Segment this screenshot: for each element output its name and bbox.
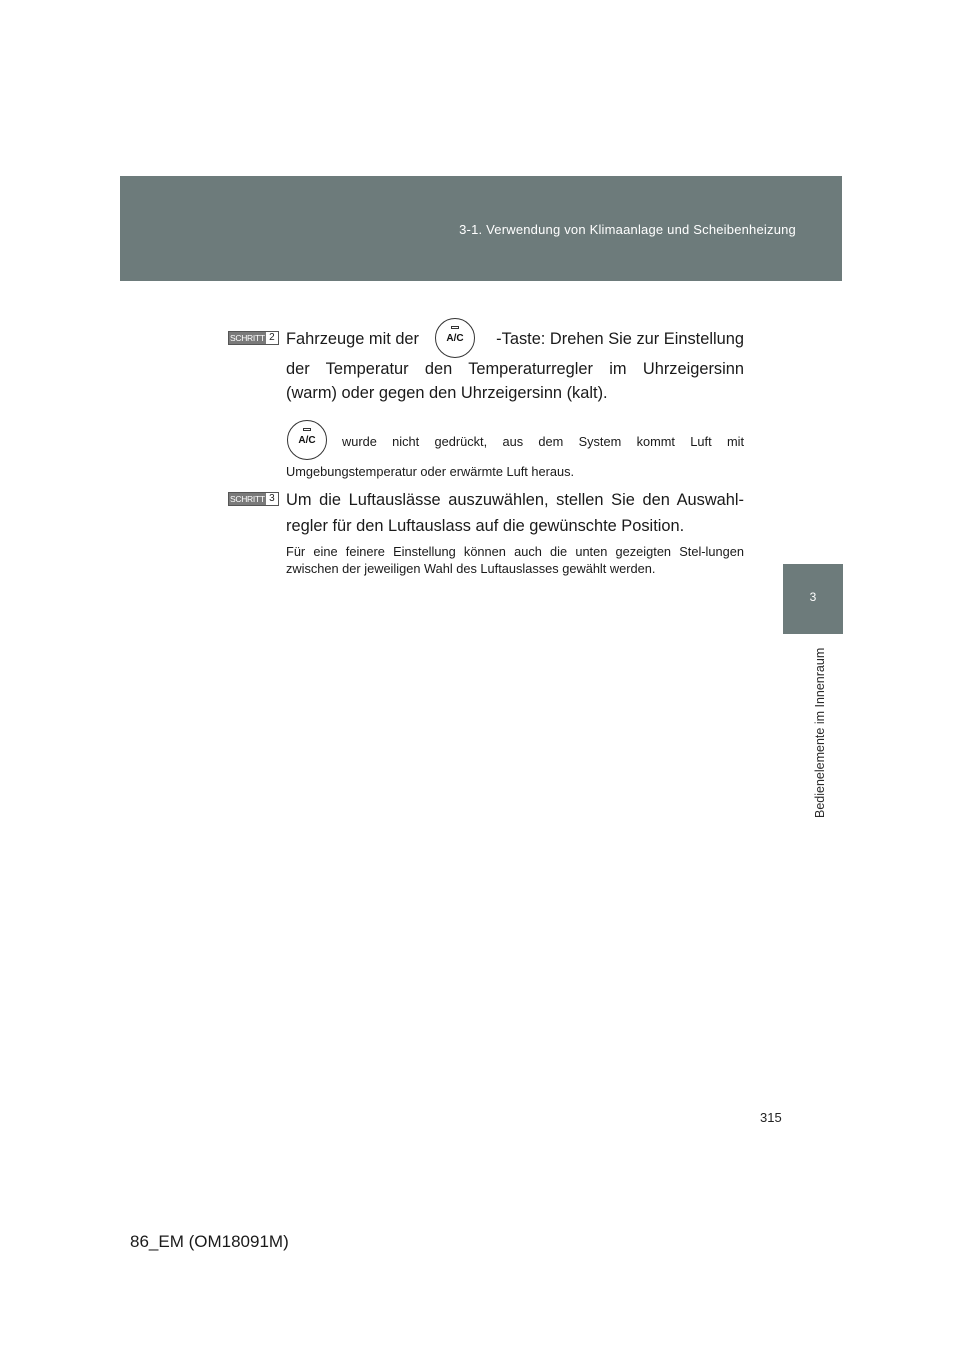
step-badge-number: 3 [269,493,275,504]
chapter-title: 3-1. Verwendung von Klimaanlage und Scheibenheizung [459,222,796,237]
ac-indicator-icon [303,428,311,431]
step-badge-word: SCHRITT [230,494,265,504]
step-3-text: Um die Luftauslässe auszuwählen, stellen Sie den Auswahl-regler für den Luftauslass auf die gewünschte Position. [286,491,744,535]
ac-button-label: A/C [298,435,316,446]
step-2-line3: (warm) oder gegen den Uhrzeigersinn (kalt). [286,384,608,402]
ac-button-icon [287,420,327,460]
step-3-badge [228,492,279,506]
chapter-side-tab [783,564,843,634]
step-2-note-line2: Umgebungstemperatur oder erwärmte Luft heraus. [286,464,575,479]
ac-button-icon [435,318,475,358]
ac-button-label: A/C [446,333,464,344]
step-2-text-after-icon: -Taste: Drehen Sie zur Einstellung [496,330,744,348]
step-badge-word: SCHRITT [230,333,265,343]
footer-document-code: 86_EM (OM18091M) [130,1232,289,1251]
step-badge-number: 2 [269,332,275,343]
step-2-badge [228,331,279,345]
step-3-note: Für eine feinere Einstellung können auch die unten gezeigten Stel-lungen zwischen der jeweiligen Wahl des Luftauslasses gewählt werden. [286,544,744,576]
step-2-line1 [286,326,744,352]
step-2-line2: der Temperatur den Temperaturregler im Uhrzeigersinn [286,360,744,378]
ac-indicator-icon [451,326,459,329]
page-number: 315 [760,1110,782,1125]
chapter-side-label: Bedienelemente im Innenraum [813,648,827,819]
step-2-text-before-icon: Fahrzeuge mit der [286,330,420,348]
chapter-number: 3 [809,590,817,604]
step-2-note-line1: wurde nicht gedrückt, aus dem System kommt Luft mit [342,434,744,449]
chapter-header [120,176,842,281]
